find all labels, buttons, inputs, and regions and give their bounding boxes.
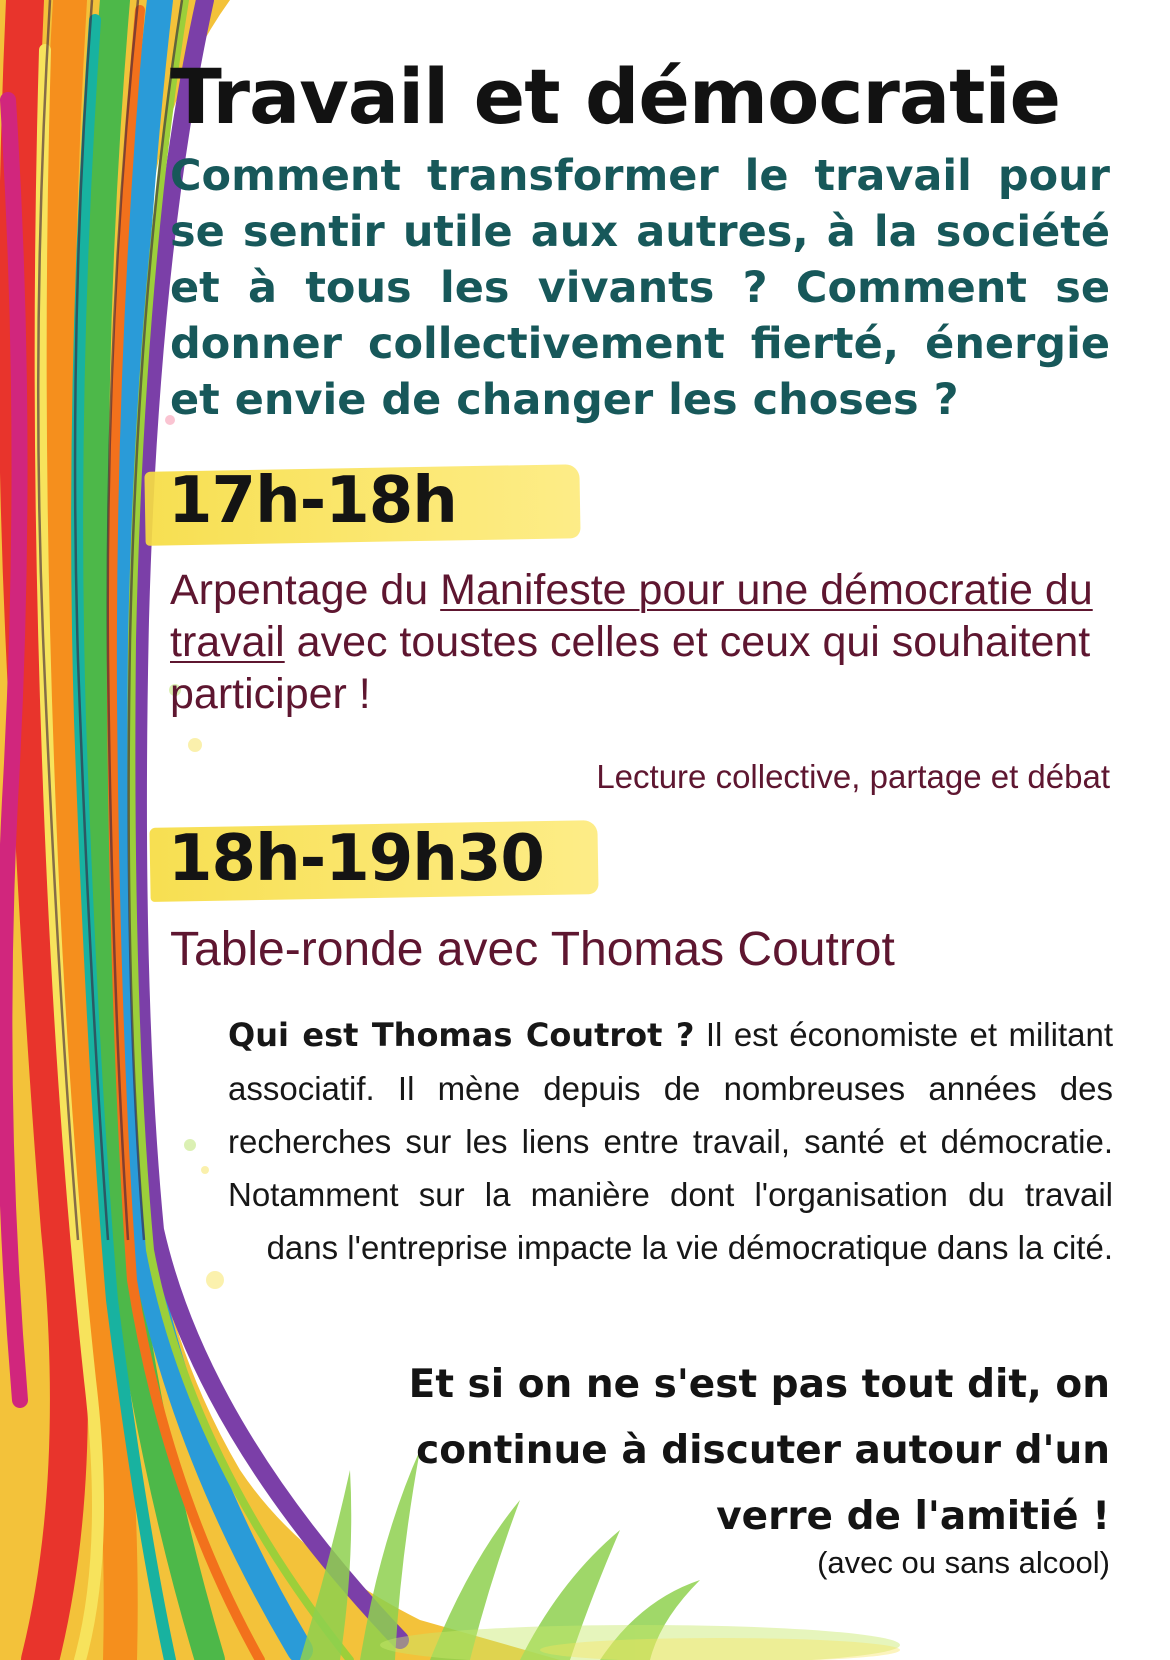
session1-text-after: avec toustes celles et ceux qui souhaitent participer ! xyxy=(170,618,1091,718)
speaker-bio xyxy=(228,1008,1113,1274)
manifeste-link[interactable]: Manifeste pour une démocratie du travail xyxy=(170,566,1093,666)
closing-note: (avec ou sans alcool) xyxy=(817,1545,1110,1580)
bio-question: Qui est Thomas Coutrot ? xyxy=(228,1016,695,1054)
bio-text: Il est économiste et militant associatif. Il mène depuis de nombreuses années des recherches sur les liens entre travail, santé et démocratie. Notamment sur la manière dont l'organisation du travail dans l'entreprise impacte la vie démocratique dans la cité. xyxy=(228,1016,1114,1266)
closing-message: Et si on ne s'est pas tout dit, on continue à discuter autour d'un verre de l'amitié ! xyxy=(408,1362,1110,1539)
session2-time: 18h-19h30 xyxy=(168,822,544,896)
session2-heading: Table-ronde avec Thomas Coutrot xyxy=(170,923,895,976)
session1-text-before: Arpentage du xyxy=(170,566,441,614)
session1-subtitle: Lecture collective, partage et débat xyxy=(596,758,1110,795)
page-title: Travail et démocratie xyxy=(170,52,1061,141)
session1-description xyxy=(170,564,1115,720)
session1-time: 17h-18h xyxy=(168,464,457,538)
intro-paragraph: Comment transformer le travail pour se sentir utile aux autres, à la société et à tous les vivants ? Comment se donner collectivement fierté, énergie et envie de changer les choses ? xyxy=(170,151,1110,425)
